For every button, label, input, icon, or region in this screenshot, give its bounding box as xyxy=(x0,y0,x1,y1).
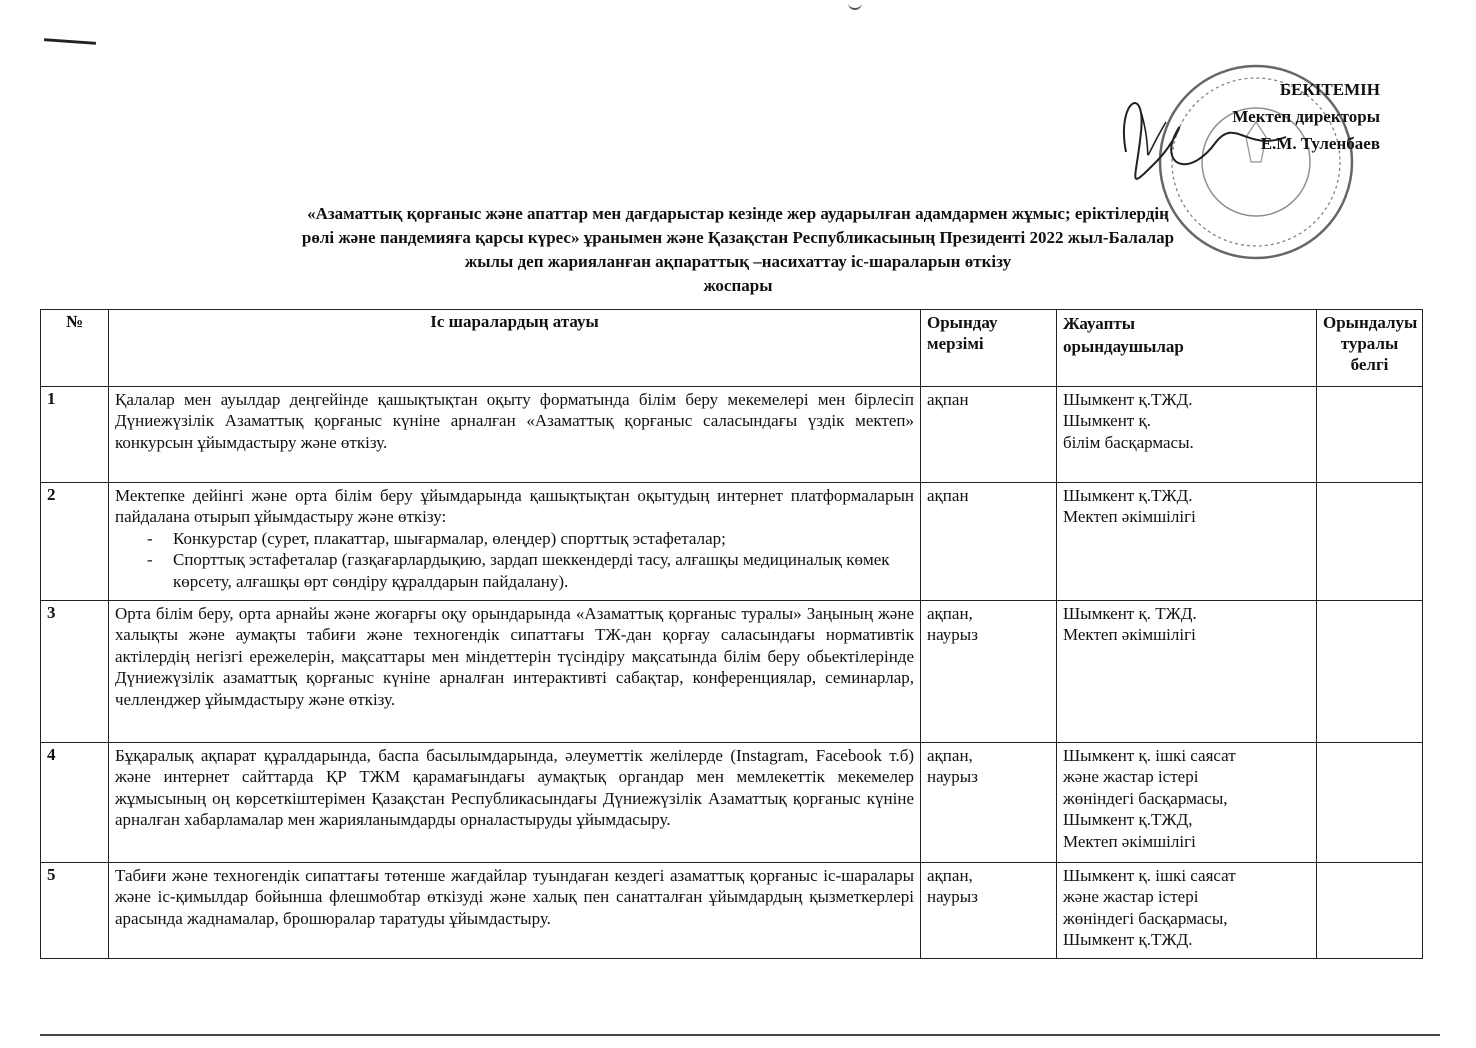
row-number: 3 xyxy=(41,601,109,743)
row-deadline: ақпан xyxy=(921,387,1057,483)
row-completion-mark xyxy=(1317,483,1423,601)
header-deadline: Орындау мерзімі xyxy=(921,310,1057,387)
title-line-3: жылы деп жарияланған ақпараттық –насихаттау іс-шараларын өткізу xyxy=(464,252,1012,271)
scan-mark-left xyxy=(44,38,96,45)
row-number: 5 xyxy=(41,863,109,959)
document-title xyxy=(150,202,1326,298)
row-completion-mark xyxy=(1317,743,1423,863)
row-number: 4 xyxy=(41,743,109,863)
row-responsible: Шымкент қ. ішкі саясат және жастар істері жөніндегі басқармасы, Шымкент қ.ТЖД, Мектеп әкімшілігі xyxy=(1057,743,1317,863)
table-row xyxy=(41,863,1423,959)
header-event-name: Іс шаралардың атауы xyxy=(109,310,921,387)
table-row xyxy=(41,483,1423,601)
title-line-1: «Азаматтық қорғаныс және апаттар мен дағдарыстар кезінде жер аударылған адамдармен жұмыс; еріктілердің xyxy=(307,204,1169,223)
row-bullet-list xyxy=(115,528,914,592)
row-completion-mark xyxy=(1317,863,1423,959)
list-item: - Спорттық эстафеталар (газқағарлардықию, зардап шеккендерді тасу, алғашқы медициналық көмек көрсету, алғашқы өрт сөндіру құралдарын пайдалану). xyxy=(147,550,890,591)
header-num: № xyxy=(41,310,109,387)
row-description: Қалалар мен ауылдар деңгейінде қашықтықтан оқыту форматында білім беру мекемелері мен бірлесіп Дүниежүзілік Азаматтық қорғаныс күніне арналған «Азаматтық қорғаныс саласындағы үздік мектеп» конкурсын ұйымдастыру және өткізу. xyxy=(109,387,921,483)
row-responsible: Шымкент қ. ішкі саясат және жастар істері жөніндегі басқармасы, Шымкент қ.ТЖД. xyxy=(1057,863,1317,959)
row-responsible: Шымкент қ.ТЖД. Шымкент қ. білім басқармасы. xyxy=(1057,387,1317,483)
approval-position: Мектеп директоры xyxy=(1232,107,1380,126)
row-completion-mark xyxy=(1317,387,1423,483)
list-item: - Конкурстар (сурет, плакаттар, шығармалар, өлеңдер) спорттық эстафеталар; xyxy=(147,528,726,548)
row-deadline: ақпан, наурыз xyxy=(921,863,1057,959)
row-deadline: ақпан, наурыз xyxy=(921,601,1057,743)
row-number: 1 xyxy=(41,387,109,483)
row-description: Орта білім беру, орта арнайы және жоғарғы оқу орындарында «Азаматтық қорғаныс туралы» Заңының және халықты және аумақты табиғи және техногендік сипаттағы ТЖ-дан қорғау саласындағы нормативтік актілердің негізгі ережелерін, мақсаттары мен міндеттерін түсіндіру мақсатында білім беру обьектілерінде Дүниежүзілік азаматтық қорғаныс күніне арналған интерактивті сабақтар, конференциялар, семинарлар, челленджер ұйымдастыру және өткізу. xyxy=(109,601,921,743)
row-responsible: Шымкент қ. ТЖД. Мектеп әкімшілігі xyxy=(1057,601,1317,743)
approval-block xyxy=(1148,76,1380,157)
row-description: Табиғи және техногендік сипаттағы төтенше жағдайлар туындаған кездегі азаматтық қорғаныс іс-шаралары және іс-қимылдар бойынша флешмобтар өткізуді және халық пен санатталған ұйымдардың қызметкерлері арасында жаднамалар, брошюралар таратуды ұйымдастыру. xyxy=(109,863,921,959)
table-row xyxy=(41,387,1423,483)
header-completion-mark: Орындалуы туралы белгі xyxy=(1317,310,1423,387)
page-bottom-edge xyxy=(40,1034,1440,1036)
scan-mark-top xyxy=(848,0,862,10)
row-description: Бұқаралық ақпарат құралдарында, баспа басылымдарында, әлеуметтік желілерде (Instagram, Facebook т.б) және интернет сайттарда ҚР ТЖМ қарамағындағы аумақтық органдар мен мемлекеттік мекемелер жұмысының оң көрсеткіштерімен Қазақстан Республикасындағы Дүниежүзілік Азаматтық қорғаныс күніне арналған хабарламалар мен жарияланымдарды орналастыруды ұйымдасыру. xyxy=(109,743,921,863)
table-row xyxy=(41,601,1423,743)
table-row xyxy=(41,743,1423,863)
row-deadline: ақпан, наурыз xyxy=(921,743,1057,863)
row-number: 2 xyxy=(41,483,109,601)
title-line-4: жоспары xyxy=(703,276,773,295)
header-responsible: Жауапты орындаушылар xyxy=(1057,310,1317,387)
title-line-2: рөлі және пандемияға қарсы күрес» ұранымен және Қазақстан Республикасының Президенті 2022 жыл-Балалар xyxy=(301,228,1175,247)
approval-name: Е.М. Туленбаев xyxy=(1260,134,1380,153)
row-description xyxy=(109,483,921,601)
row-deadline: ақпан xyxy=(921,483,1057,601)
plan-table xyxy=(40,309,1423,959)
row-responsible: Шымкент қ.ТЖД. Мектеп әкімшілігі xyxy=(1057,483,1317,601)
table-header-row xyxy=(41,310,1423,387)
approval-heading: БЕКІТЕМІН xyxy=(1279,80,1380,99)
row-description-text: Мектепке дейінгі және орта білім беру ұйымдарында қашықтықтан оқытудың интернет платформаларын пайдалана отырып ұйымдастыру және өткізу: xyxy=(115,486,914,527)
row-completion-mark xyxy=(1317,601,1423,743)
